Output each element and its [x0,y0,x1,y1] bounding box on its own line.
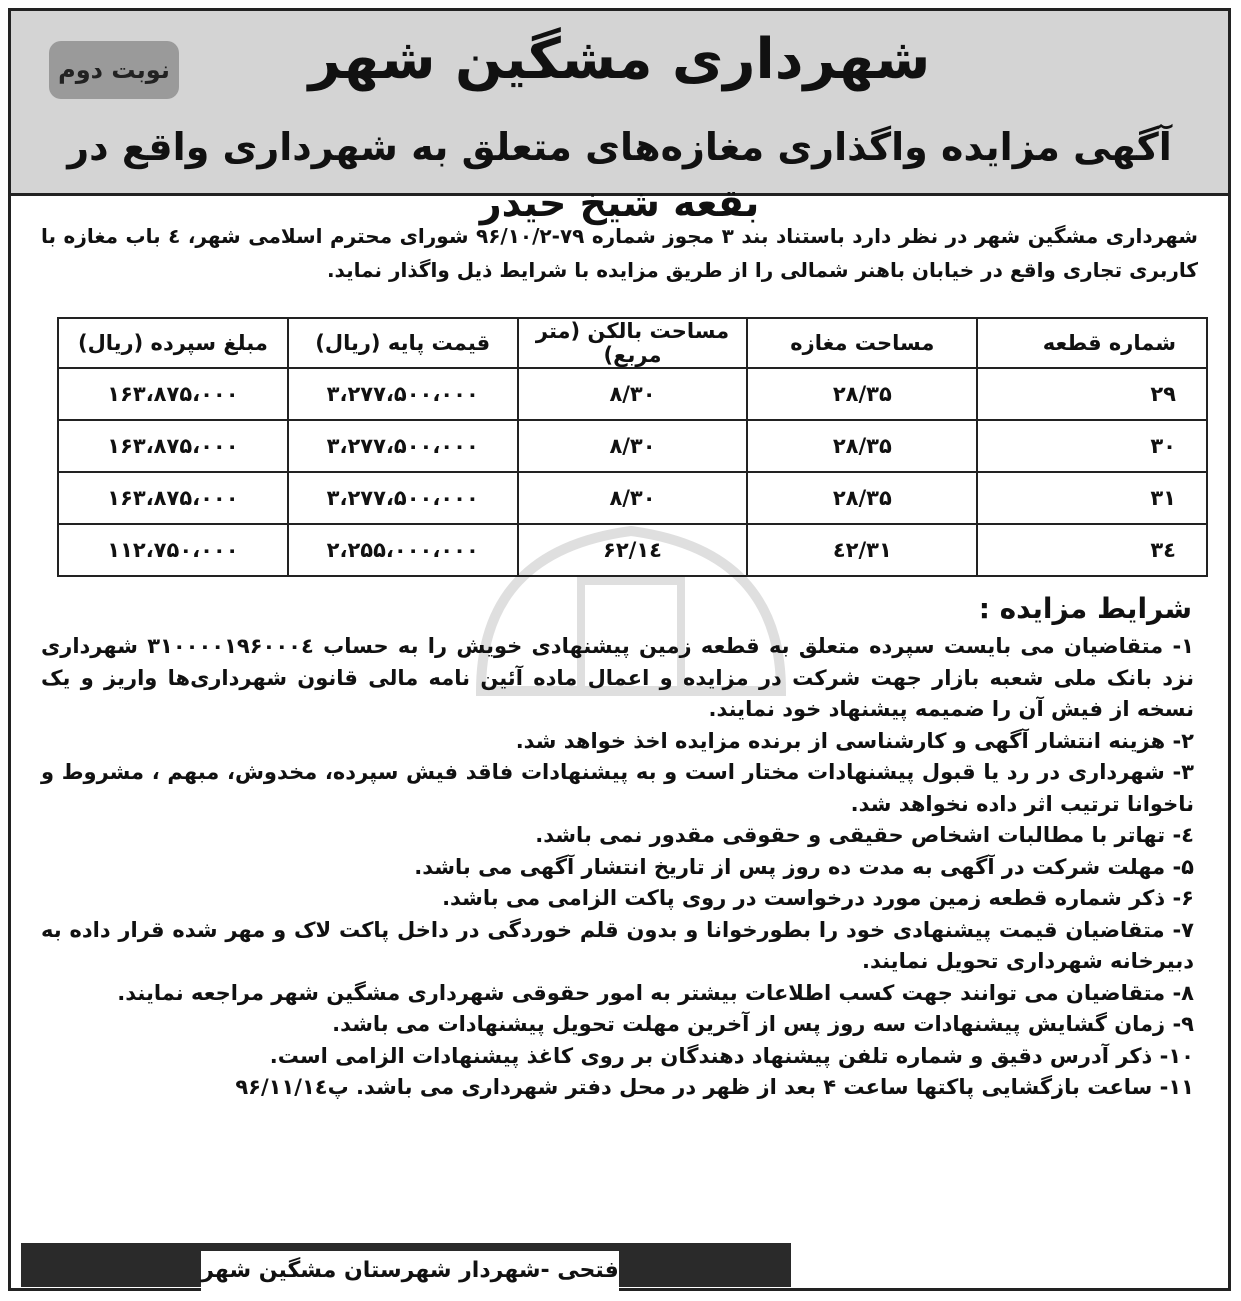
cell-lot-number: ۳٤ [977,524,1207,576]
cell-lot-number: ۲۹ [977,368,1207,420]
header [11,11,1228,225]
list-item: ٤- تهاتر با مطالبات اشخاص حقیقی و حقوقی مقدور نمی باشد. [535,823,1194,847]
column-header-shop-area: مساحت مغازه [747,318,977,368]
cell-shop-area: ۲۸/۳۵ [747,368,977,420]
cell-base-price: ۲،۲۵۵،۰۰۰،۰۰۰ [288,524,518,576]
page-subtitle: آگهی مزایده واگذاری مغازه‌های متعلق به شهرداری واقع در بقعه شیخ حیدر [67,125,1172,225]
cell-deposit: ۱۶۳،۸۷۵،۰۰۰ [58,472,288,524]
cell-base-price: ۳،۲۷۷،۵۰۰،۰۰۰ [288,472,518,524]
conditions-title: شرایط مزایده : [978,592,1192,625]
lots-table [57,317,1208,577]
cell-deposit: ۱۶۳،۸۷۵،۰۰۰ [58,368,288,420]
list-item: ۱- متقاضیان می بایست سپرده متعلق به قطعه زمین پیشنهادی خویش را به حساب ۳۱۰۰۰۰۱۹۶۰۰۰٤ شهرداری نزد بانک ملی شعبه بازار جهت شرکت در مزایده و اعمال ماده آئین نامه مالی قانون شهرداری‌ها واریز و یک نسخه از فیش آن را ضمیمه پیشنهاد خود نمایند. [41,634,1194,721]
cell-balcony-area: ۸/۳۰ [518,420,748,472]
column-header-balcony-area: مساحت بالکن (متر مربع) [518,318,748,368]
edition-badge: نوبت دوم [49,41,179,99]
advertisement-frame [8,8,1231,1291]
table-row [58,524,1207,576]
column-header-deposit: مبلغ سپرده (ریال) [58,318,288,368]
page-title: شهرداری مشگین شهر [308,27,931,92]
list-item: ۶- ذکر شماره قطعه زمین مورد درخواست در روی پاکت الزامی می باشد. [442,886,1194,910]
list-item: ۷- متقاضیان قیمت پیشنهادی خود را بطورخوانا و بدون قلم خوردگی در داخل پاکت لاک و مهر شده قرار داده به دبیرخانه شهرداری تحویل نمایند. [41,917,1194,973]
cell-lot-number: ۳۱ [977,472,1207,524]
list-item: ۲- هزینه انتشار آگهی و کارشناسی از برنده مزایده اخذ خواهد شد. [515,728,1194,753]
column-header-lot-number: شماره قطعه [977,318,1207,368]
cell-deposit: ۱۱۲،۷۵۰،۰۰۰ [58,524,288,576]
cell-balcony-area: ۱٤/۶۲ [518,524,748,576]
list-item: ۸- متقاضیان می توانند جهت کسب اطلاعات بیشتر به امور حقوقی شهرداری مشگین شهر مراجعه نمایند. [117,980,1194,1005]
cell-lot-number: ۳۰ [977,420,1207,472]
table-row [58,472,1207,524]
list-item: ۱۱- ساعت بازگشایی پاکتها ساعت ۴ بعد از ظهر در محل دفتر شهرداری می باشد. پ۹۶/۱۱/۱٤ [235,1075,1194,1099]
list-item: ۵- مهلت شرکت در آگهی به مدت ده روز پس از تاریخ انتشار آگهی می باشد. [414,854,1194,879]
cell-shop-area: ۲۸/۳۵ [747,420,977,472]
column-header-base-price: قیمت پایه (ریال) [288,318,518,368]
cell-shop-area: ۲۸/۳۵ [747,472,977,524]
list-item: ۹- زمان گشایش پیشنهادات سه روز پس از آخرین مهلت تحویل پیشنهادات می باشد. [332,1012,1194,1036]
list-item: ۳- شهرداری در رد یا قبول پیشنهادات مختار است و به پیشنهادات فاقد فیش سپرده، مخدوش، مبهم ، مشروط و ناخوانا ترتیب اثر داده نخواهد شد. [41,760,1194,816]
cell-base-price: ۳،۲۷۷،۵۰۰،۰۰۰ [288,368,518,420]
table-row [58,368,1207,420]
signature-line: فتحی -شهردار شهرستان مشگین شهر [201,1251,619,1291]
list-item: ۱۰- ذکر آدرس دقیق و شماره تلفن پیشنهاد دهندگان بر روی کاغذ پیشنهادات الزامی است. [269,1043,1194,1068]
cell-base-price: ۳،۲۷۷،۵۰۰،۰۰۰ [288,420,518,472]
conditions-list [41,631,1194,1104]
intro-paragraph: شهرداری مشگین شهر در نظر دارد باستناد بند ۳ مجوز شماره ۷۹-۹۶/۱۰/۲ شورای محترم اسلامی شهر، ٤ باب مغازه با کاربری تجاری واقع در خیابان باهنر شمالی را از طریق مزایده با شرایط ذیل واگذار نماید. [41,224,1198,282]
table-header-row [58,318,1207,368]
cell-balcony-area: ۸/۳۰ [518,368,748,420]
cell-shop-area: ٤۲/۳۱ [747,524,977,576]
cell-balcony-area: ۸/۳۰ [518,472,748,524]
cell-deposit: ۱۶۳،۸۷۵،۰۰۰ [58,420,288,472]
table-row [58,420,1207,472]
